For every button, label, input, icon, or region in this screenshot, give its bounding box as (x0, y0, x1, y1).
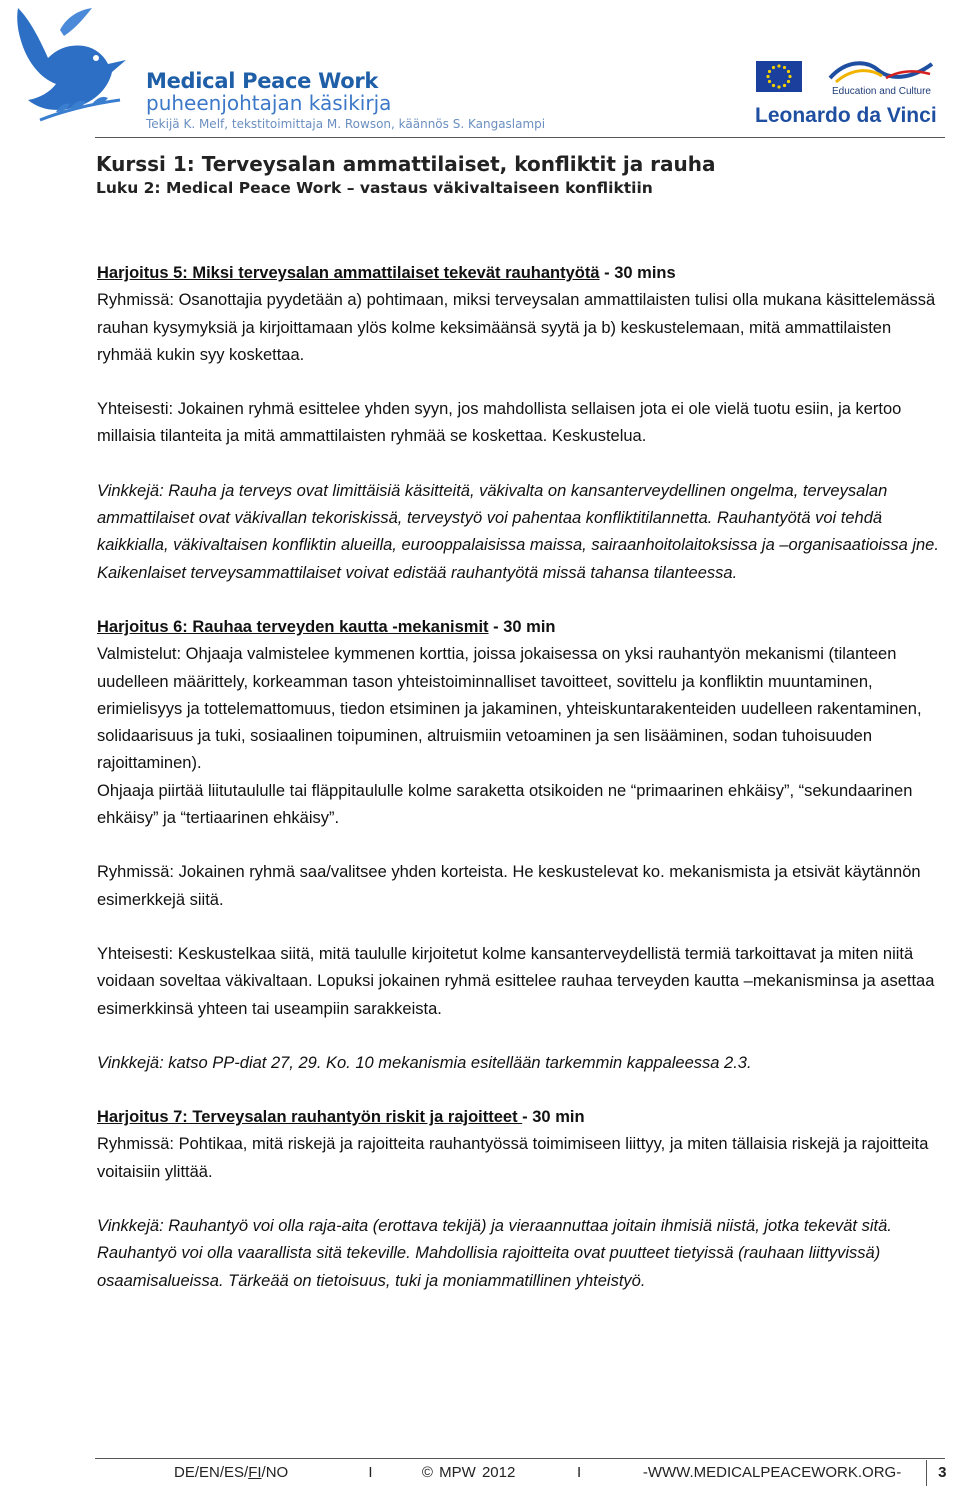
page-footer (174, 1464, 946, 1481)
footer-divider (95, 1458, 945, 1459)
footer-website-link[interactable]: -WWW.MEDICALPEACEWORK.ORG- (642, 1464, 902, 1481)
exercise-5-tips: Vinkkejä: Rauha ja terveys ovat limittäisiä käsitteitä, väkivalta on kansanterveydellinen ongelma, terveysalan ammattilaiset ovat väkivallan tekoriskissä, terveystyö voi pahentaa konfliktitilannetta. Rauhantyötä voi tehdä kaikkialla, väkivaltaisen konfliktin alueilla, eurooppalaisissa maissa, sairaanhoitolaitoksissa ja –organisaatioissa jne. Kaikenlaiset terveysammattilaiset voivat edistää rauhantyötä missä tahansa tilanteessa. (97, 481, 939, 582)
course-title: Kurssi 1: Terveysalan ammattilaiset, konfliktit ja rauha (96, 152, 716, 176)
exercise-5-groups: Ryhmissä: Osanottajia pyydetään a) pohtimaan, miksi terveysalan ammattilaisten tulisi olla mukana käsittelemässä rauhan kysymyksiä ja kirjoittamaan ylös kolme keksimäänsä syytä ja b) keskustelemaan, mitä ammattilaisten ryhmää kukin syy koskettaa. (97, 291, 936, 364)
exercise-6-board: Ohjaaja piirtää liitutaululle tai fläppitaululle kolme saraketta otsikoiden ne “primaarinen ehkäisy”, “sekundaarinen ehkäisy” ja “tertiaarinen ehkäisy”. (97, 781, 913, 828)
exercise-5-together: Yhteisesti: Jokainen ryhmä esittelee yhden syyn, jos mahdollista sellaisen jota ei ole vielä tuotu esiin, ja kertoo millaisia tilanteita ja mitä ammattilaisten ryhmää se koskettaa. Keskustelua. (97, 400, 902, 446)
exercise-7-duration: - 30 min (522, 1108, 585, 1127)
exercise-6-title: Harjoitus 6: Rauhaa terveyden kautta -mekanismit (97, 617, 489, 636)
exercise-7-tips: Vinkkejä: Rauhantyö voi olla raja-aita (erottava tekijä) ja vieraannuttaa joitain ihmisiä niistä, jotka tekevät sitä. Rauhantyö voi olla vaarallista sitä tekeville. Mahdollisia rajoitteita ovat puutteet tietyissä (rauhaan liittyvissä) osaamisalueissa. Tärkeää on tietoisuus, tuki ja moniammatillinen yhteistyö. (97, 1217, 892, 1290)
chapter-title: Luku 2: Medical Peace Work – vastaus väkivaltaiseen konfliktiin (96, 179, 653, 197)
brand-title: Medical Peace Work (146, 69, 379, 93)
exercise-6-prep: Valmistelut: Ohjaaja valmistelee kymmenen korttia, joissa jokaisessa on yksi rauhantyön mekanismi (tilanteen uudelleen määrittely, korkeamman tason yhteistoiminnalliset tavoitteet, sovittelu ja konfliktin muuntaminen, erimielisyys ja tottelemattomuus, tiedon etsiminen ja jakaminen, yhteiskuntarakenteiden uudelleen rakentaminen, solidaarisuus ja tuki, sosiaalinen toipuminen, altruismiin vetoaminen ja sen lisääminen, sodan tuhoisuuden rajoittaminen). (97, 645, 922, 773)
footer-languages-pre: DE/EN/ES/ (174, 1464, 249, 1481)
page-number: 3 (938, 1464, 947, 1481)
footer-language-fi[interactable]: FI (248, 1464, 262, 1481)
leonardo-swirl-icon (826, 56, 936, 86)
brand-credit: Tekijä K. Melf, tekstitoimittaja M. Rowson, käännös S. Kangaslampi (146, 117, 546, 131)
header-divider (95, 137, 945, 138)
partner-name: Leonardo da Vinci (755, 104, 937, 127)
exercise-5-heading (97, 260, 942, 287)
page-body (97, 260, 942, 1295)
exercise-7-title: Harjoitus 7: Terveysalan rauhantyön riskit ja rajoitteet (97, 1108, 523, 1127)
exercise-7-groups: Ryhmissä: Pohtikaa, mitä riskejä ja rajoitteita rauhantyössä toimimiseen liittyy, ja miten tällaisia riskejä ja rajoitteita voitaisiin ylittää. (97, 1135, 929, 1181)
footer-page-divider (926, 1460, 927, 1486)
brand-block (146, 70, 545, 132)
exercise-6-groups: Ryhmissä: Jokainen ryhmä saa/valitsee yhden korteista. He keskustelevat ko. mekanismista ja etsivät käytännön esimerkkejä siitä. (97, 863, 921, 909)
exercise-6-tips: Vinkkejä: katso PP-diat 27, 29. Ko. 10 mekanismia esitellään tarkemmin kappaleessa 2.3. (97, 1053, 752, 1072)
footer-copyright: © MPW 2012 (421, 1464, 516, 1481)
partner-line: Education and Culture (832, 86, 931, 97)
exercise-6-together: Yhteisesti: Keskustelkaa siitä, mitä taululle kirjoitetut kolme kansanterveydellistä termiä tarkoittavat ja miten niitä voidaan soveltaa väkivaltaan. Lopuksi jokainen ryhmä esittelee rauhaa terveyden kautta –mekanisminsa ja asettaa esimerkkinsä yhteen tai useampiin sarakkeista. (97, 944, 935, 1018)
exercise-5-duration: - 30 mins (599, 264, 676, 282)
eu-flag-icon (756, 61, 802, 92)
exercise-6-duration: - 30 min (488, 617, 556, 636)
footer-separator: I (368, 1464, 373, 1481)
footer-separator: I (577, 1464, 582, 1481)
footer-languages-post: /NO (261, 1464, 289, 1481)
brand-subtitle: puheenjohtajan käsikirja (146, 91, 392, 115)
exercise-5-title: Harjoitus 5: Miksi terveysalan ammattilaiset tekevät rauhantyötä (97, 264, 600, 282)
exercise-7-heading (97, 1104, 942, 1131)
exercise-6-heading (97, 614, 942, 641)
dove-logo (0, 0, 160, 130)
